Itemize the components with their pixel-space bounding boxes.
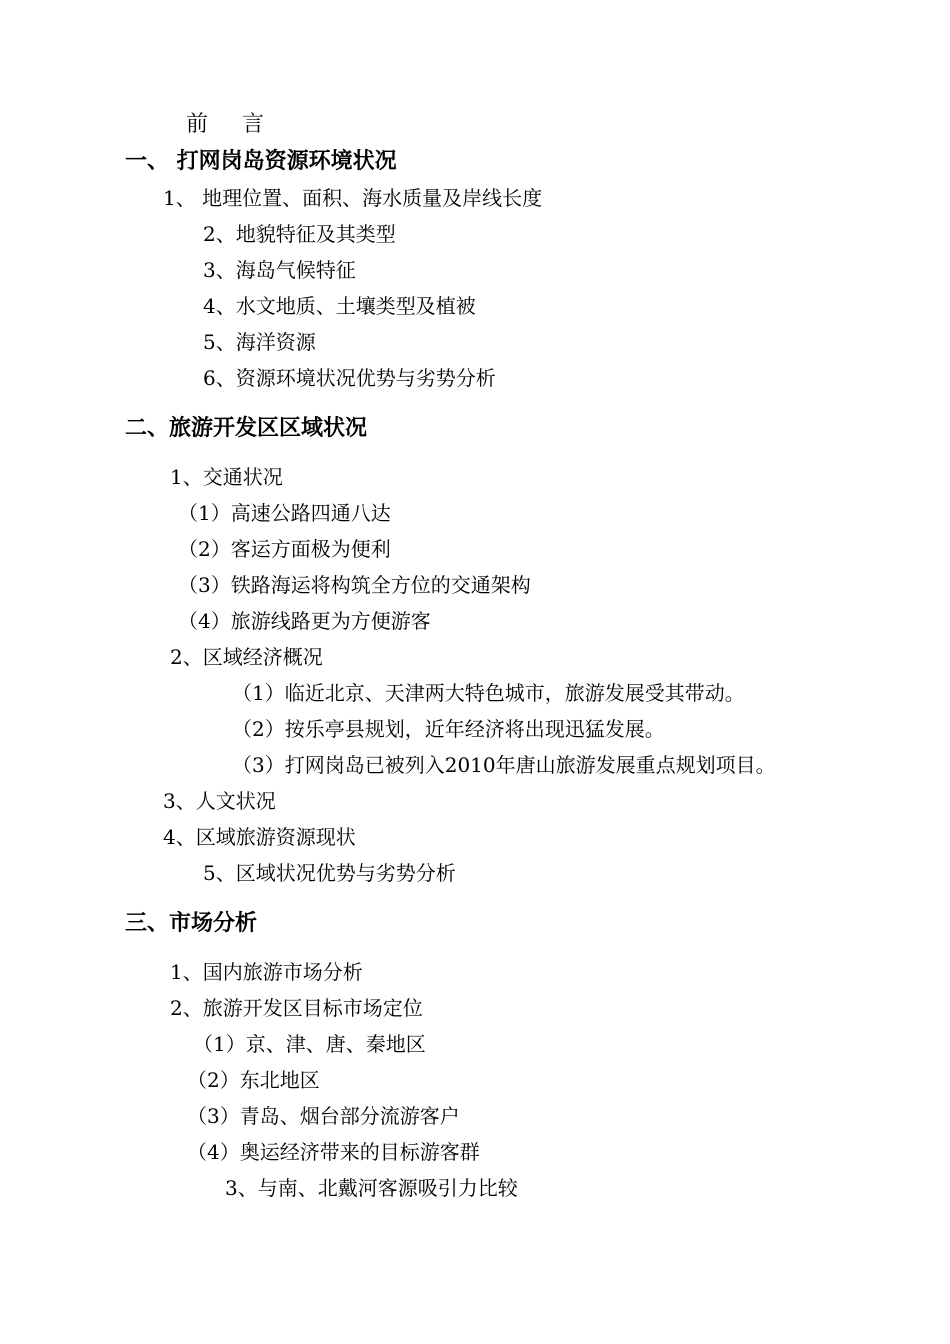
section-3-item-1: 1、国内旅游市场分析: [170, 960, 363, 984]
section-2-item-2-sub-3: （3）打网岗岛已被列入2010年唐山旅游发展重点规划项目。: [232, 753, 776, 777]
section-2-item-4: 4、区域旅游资源现状: [163, 825, 356, 849]
section-3-item-2-sub-4: （4）奥运经济带来的目标游客群: [187, 1140, 480, 1164]
section-3-item-2-sub-2: （2）东北地区: [187, 1068, 320, 1092]
section-2-item-5: 5、区域状况优势与劣势分析: [203, 861, 456, 885]
section-3-item-3: 3、与南、北戴河客源吸引力比较: [225, 1176, 518, 1200]
section-2-item-2-sub-1: （1）临近北京、天津两大特色城市，旅游发展受其带动。: [232, 681, 745, 705]
section-2-item-1-sub-3: （3）铁路海运将构筑全方位的交通架构: [178, 573, 531, 597]
section-3-title: 三、市场分析: [125, 910, 258, 936]
section-2-title: 二、旅游开发区区域状况: [125, 415, 368, 441]
section-2-item-1-sub-4: （4）旅游线路更为方便游客: [178, 609, 431, 633]
section-3-item-2-sub-3: （3）青岛、烟台部分流游客户: [187, 1104, 460, 1128]
section-2-item-1: 1、交通状况: [170, 465, 283, 489]
section-3-item-2: 2、旅游开发区目标市场定位: [170, 996, 423, 1020]
section-1-item-1: 1、 地理位置、面积、海水质量及岸线长度: [163, 186, 543, 210]
preface-heading: 前言: [186, 112, 299, 137]
section-1-title: 一、 打网岗岛资源环境状况: [125, 148, 397, 174]
section-1-item-4: 4、水文地质、土壤类型及植被: [203, 294, 476, 318]
section-2-item-2: 2、区域经济概况: [170, 645, 323, 669]
section-1-item-3: 3、海岛气候特征: [203, 258, 356, 282]
section-2-item-1-sub-2: （2）客运方面极为便利: [178, 537, 391, 561]
section-1-item-5: 5、海洋资源: [203, 330, 316, 354]
section-2-item-2-sub-2: （2）按乐亭县规划，近年经济将出现迅猛发展。: [232, 717, 665, 741]
section-1-item-2: 2、地貌特征及其类型: [203, 222, 396, 246]
section-2-item-1-sub-1: （1）高速公路四通八达: [178, 501, 391, 525]
section-1-item-6: 6、资源环境状况优势与劣势分析: [203, 366, 496, 390]
section-2-item-3: 3、人文状况: [163, 789, 276, 813]
section-3-item-2-sub-1: （1）京、津、唐、秦地区: [193, 1032, 426, 1056]
